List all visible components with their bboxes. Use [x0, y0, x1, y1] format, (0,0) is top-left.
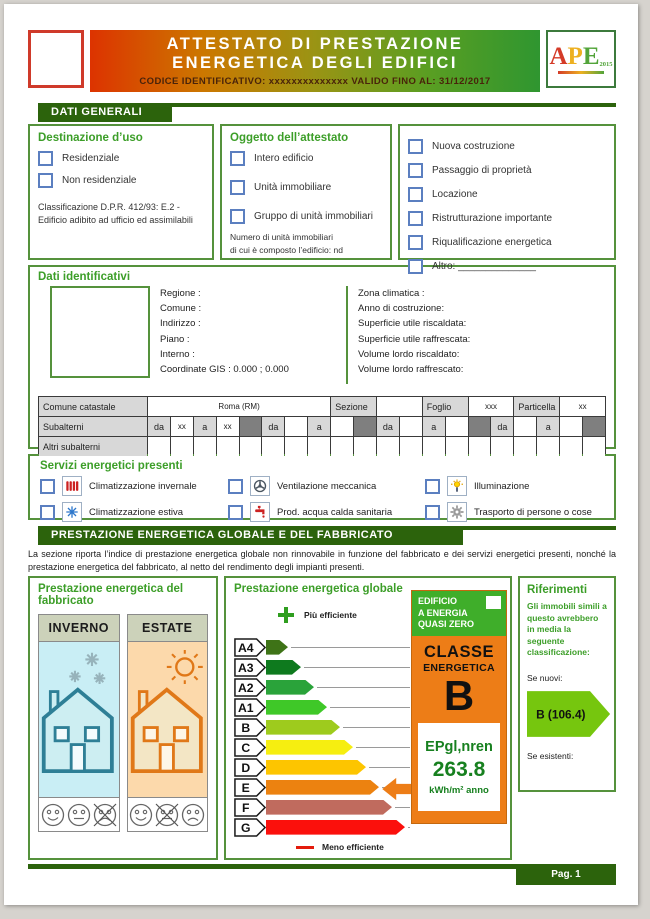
- svg-text:F: F: [242, 800, 250, 815]
- section-title: PRESTAZIONE ENERGETICA GLOBALE E DEL FABBRICATO: [38, 526, 463, 545]
- option-label: Locazione: [432, 189, 478, 200]
- service-label: Illuminazione: [473, 480, 530, 492]
- fields-column-1: [160, 286, 346, 386]
- energy-class-row-b: [234, 717, 410, 737]
- checkbox-unita-immobiliare[interactable]: [230, 180, 245, 195]
- field-label: Regione :: [160, 288, 201, 299]
- plus-icon: [276, 605, 296, 625]
- class-bar: [266, 780, 379, 795]
- catasto-cell-empty: [354, 437, 376, 456]
- energy-class-row-a1: [234, 697, 410, 717]
- field-label: Piano :: [160, 333, 190, 345]
- catasto-cell: a: [308, 417, 330, 436]
- cadastral-table: [38, 396, 606, 457]
- catasto-cell-empty: [514, 437, 536, 456]
- header: [28, 30, 616, 92]
- option-label: Ristrutturazione importante: [432, 213, 553, 224]
- catasto-cell-empty: [194, 437, 216, 456]
- section-rule: [172, 103, 616, 107]
- catasto-cell-empty: [423, 437, 445, 456]
- ep-value: 263.8: [432, 757, 486, 781]
- ape-logo: [546, 30, 616, 88]
- checkbox-intero-edificio[interactable]: [230, 151, 245, 166]
- svg-text:B: B: [241, 720, 251, 735]
- checkbox-nuova-costruzione[interactable]: [408, 139, 423, 154]
- catasto-cell: Sezione: [331, 397, 376, 416]
- catasto-cell-empty: [469, 417, 491, 436]
- title-banner: [90, 30, 540, 92]
- face-sad-icon: [180, 802, 206, 828]
- building-photo-placeholder: [50, 286, 150, 378]
- energy-class-box: [411, 590, 507, 824]
- ape-certificate-page: [4, 4, 638, 905]
- catasto-cell-empty: [469, 437, 491, 456]
- class-tag-icon: [234, 718, 266, 737]
- global-performance-panel: [224, 576, 512, 860]
- service-item: [40, 476, 228, 496]
- service-label: Prod. acqua calda sanitaria: [276, 506, 393, 518]
- class-guide-line: [291, 647, 410, 648]
- option-label: Passaggio di proprietà: [432, 165, 532, 176]
- catasto-cell-empty: [400, 437, 422, 456]
- catasto-cell: a: [423, 417, 445, 436]
- checkbox-non-residenziale[interactable]: [38, 173, 53, 188]
- service-label: Climatizzazione estiva: [89, 506, 183, 518]
- box-title: Oggetto dell’attestato: [230, 132, 349, 144]
- oggetto-box: [220, 124, 392, 260]
- checkbox-trasporto[interactable]: [425, 505, 440, 520]
- class-tag-icon: [234, 758, 266, 777]
- panel-title: Prestazione energetica globale: [234, 583, 403, 596]
- catasto-cell-empty: [400, 417, 422, 436]
- catasto-cell: Particella: [514, 397, 559, 416]
- fields-column-2: [348, 286, 606, 386]
- checkbox-ventilazione-meccanica[interactable]: [228, 479, 243, 494]
- riferimenti-text: Gli immobili simili a questo avrebbero in media la seguente classificazione:: [527, 601, 607, 657]
- section-title: DATI GENERALI: [38, 103, 172, 122]
- box-title: Servizi energetici presenti: [40, 460, 183, 472]
- energy-class-value: B: [443, 672, 475, 720]
- fabbricato-panel: [28, 576, 218, 860]
- checkbox-residenziale[interactable]: [38, 151, 53, 166]
- catasto-cell: Foglio: [423, 397, 468, 416]
- box-title: Dati identificativi: [38, 271, 131, 283]
- checkbox-acqua-calda[interactable]: [228, 505, 243, 520]
- catasto-cell-empty: [217, 437, 239, 456]
- service-item: [425, 502, 604, 522]
- field-label: Volume lordo riscaldato:: [358, 348, 460, 360]
- field-label: Coordinate GIS : 0.000 ; 0.000: [160, 363, 289, 375]
- catasto-cell-empty: [240, 437, 262, 456]
- section-dati-generali: [28, 103, 616, 122]
- class-tag-icon: [234, 818, 266, 837]
- lamp-icon: [447, 476, 467, 496]
- dati-identificativi-box: [28, 265, 616, 452]
- destinazione-box: [28, 124, 214, 260]
- checkbox-gruppo-unita[interactable]: [230, 209, 245, 224]
- svg-text:A3: A3: [237, 660, 254, 675]
- field-label: Zona climatica :: [358, 288, 425, 299]
- catasto-cell-empty: [514, 417, 536, 436]
- class-tag-icon: [234, 778, 266, 797]
- ep-value-box: [418, 723, 500, 811]
- checkbox-climatizzazione-invernale[interactable]: [40, 479, 55, 494]
- summer-house-icon: [128, 642, 208, 797]
- services-grid: [40, 476, 604, 522]
- energy-class-row-d: [234, 757, 410, 777]
- catasto-cell: Roma (RM): [148, 397, 330, 416]
- face-neutral-crossed-icon: [154, 802, 180, 828]
- general-data-row: [28, 124, 616, 272]
- energy-class-row-a4: [234, 637, 410, 657]
- catasto-cell: da: [377, 417, 399, 436]
- checkbox-illuminazione[interactable]: [425, 479, 440, 494]
- svg-text:A2: A2: [237, 680, 254, 695]
- ape-logo-year: 2015: [599, 61, 613, 68]
- class-bar: [266, 760, 366, 775]
- catasto-cell: da: [148, 417, 170, 436]
- catasto-cell: da: [262, 417, 284, 436]
- section-intro-text: La sezione riporta l’indice di prestazione energetica globale non rinnovabile in funzione del fabbricato e dei servizi energetici presenti, nonché la prestazione energetica del fabbricato, al netto del rendimento degli impianti presenti.: [28, 549, 616, 573]
- faucet-icon: [250, 502, 270, 522]
- class-guide-line: [343, 727, 410, 728]
- page-title-line1: ATTESTATO DI PRESTAZIONE: [166, 35, 464, 53]
- catasto-cell: a: [194, 417, 216, 436]
- certificate-code: CODICE IDENTIFICATIVO: xxxxxxxxxxxxxx VALIDO FINO AL: 31/12/2017: [139, 75, 491, 87]
- nzeb-header: EDIFICIO A ENERGIA QUASI ZERO: [412, 591, 506, 636]
- ep-unit: kWh/m² anno: [429, 784, 489, 796]
- performance-panels: [28, 576, 616, 860]
- checkbox-ristrutturazione[interactable]: [408, 211, 423, 226]
- energy-class-row-c: [234, 737, 410, 757]
- field-label: Superficie utile raffrescata:: [358, 333, 471, 345]
- catasto-cell: xxx: [469, 397, 514, 416]
- catasto-cell-empty: [560, 417, 582, 436]
- face-happy-icon: [40, 802, 66, 828]
- catasto-cell-empty: [583, 437, 605, 456]
- class-bar: [266, 640, 288, 655]
- identification-fields: [38, 286, 606, 386]
- classe-energetica: [412, 643, 506, 720]
- minus-icon: [296, 846, 314, 849]
- page-number: Pag. 1: [516, 864, 616, 885]
- more-efficient-label: Più efficiente: [304, 610, 357, 621]
- service-label: Trasporto di persone o cose: [473, 506, 592, 518]
- snowflake-icon: [62, 502, 82, 522]
- catasto-cell-empty: [446, 417, 468, 436]
- option-label: Residenziale: [62, 153, 120, 164]
- option-label: Non residenziale: [62, 175, 137, 186]
- stamp-box: [28, 30, 84, 88]
- class-bar: [266, 660, 301, 675]
- catasto-cell: da: [491, 417, 513, 436]
- catasto-cell-empty: [446, 437, 468, 456]
- field-label: Volume lordo raffrescato:: [358, 363, 464, 375]
- catasto-cell: xx: [560, 397, 605, 416]
- svg-text:E: E: [241, 780, 250, 795]
- class-guide-line: [395, 807, 410, 808]
- classificazione-text: Classificazione D.P.R. 412/93: E.2 - Edificio adibito ad ufficio ed assimilabili: [38, 202, 193, 225]
- service-label: Ventilazione meccanica: [276, 480, 377, 492]
- season-header: ESTATE: [128, 615, 208, 642]
- catasto-cell: xx: [171, 417, 193, 436]
- class-bar: [266, 720, 340, 735]
- section-rule: [463, 526, 616, 530]
- catasto-cell-empty: [171, 437, 193, 456]
- catasto-cell-empty: [331, 437, 353, 456]
- catasto-cell: Altri subalterni: [39, 437, 147, 456]
- class-bar: [266, 740, 353, 755]
- field-label: Superficie utile riscaldata:: [358, 318, 467, 330]
- checkbox-locazione[interactable]: [408, 187, 423, 202]
- classe-label-line2: ENERGETICA: [423, 662, 495, 675]
- gear-icon: [447, 502, 467, 522]
- winter-comfort-faces: [39, 797, 119, 831]
- radiator-icon: [62, 476, 82, 496]
- motivazione-box: [398, 124, 616, 272]
- panel-title: Prestazione energetica del fabbricato: [38, 583, 184, 608]
- service-item: [228, 502, 425, 522]
- energy-class-row-a3: [234, 657, 410, 677]
- se-nuovi-label: Se nuovi:: [527, 673, 563, 684]
- se-esistenti-label: Se esistenti:: [527, 751, 574, 762]
- class-bar: [266, 820, 405, 835]
- svg-text:C: C: [241, 740, 251, 755]
- svg-text:G: G: [241, 820, 251, 835]
- numero-unita-text: Numero di unità immobiliari di cui è composto l’edificio: nd: [230, 232, 343, 255]
- class-tag-icon: [234, 658, 266, 677]
- svg-text:A1: A1: [237, 700, 254, 715]
- catasto-cell-empty: [308, 437, 330, 456]
- catasto-cell: Comune catastale: [39, 397, 147, 416]
- service-label: Climatizzazione invernale: [89, 480, 197, 492]
- energy-class-row-g: [234, 817, 410, 837]
- catasto-cell-empty: [285, 437, 307, 456]
- checkbox-riqualificazione[interactable]: [408, 235, 423, 250]
- ep-label: EPgl,nren: [425, 738, 493, 755]
- ape-logo-underline: [558, 71, 604, 74]
- field-label: Anno di costruzione:: [358, 303, 445, 315]
- svg-text:A4: A4: [237, 640, 254, 655]
- option-label: Intero edificio: [254, 153, 314, 164]
- class-tag-icon: [234, 738, 266, 757]
- field-label: Indirizzo :: [160, 318, 201, 330]
- catasto-cell: Subalterni: [39, 417, 147, 436]
- checkbox-nzeb[interactable]: [486, 596, 501, 609]
- catasto-cell-empty: [377, 437, 399, 456]
- catasto-cell-empty: [240, 417, 262, 436]
- option-label: Gruppo di unità immobiliari: [254, 211, 373, 222]
- catasto-cell: xx: [217, 417, 239, 436]
- catasto-cell-empty: [377, 397, 422, 416]
- riferimenti-panel: [518, 576, 616, 792]
- class-tag-icon: [234, 798, 266, 817]
- seasons: [38, 614, 208, 832]
- service-item: [425, 476, 604, 496]
- class-guide-line: [330, 707, 410, 708]
- footer: [28, 864, 616, 886]
- energy-class-scale: [234, 637, 410, 837]
- reference-class-value: B (106.4): [536, 708, 586, 723]
- face-happy-icon: [128, 802, 154, 828]
- svg-text:D: D: [241, 760, 251, 775]
- class-guide-line: [356, 747, 410, 748]
- catasto-cell-empty: [560, 437, 582, 456]
- classe-label-line1: CLASSE: [424, 643, 494, 662]
- catasto-cell-empty: [262, 437, 284, 456]
- page-title-line2: ENERGETICA DEGLI EDIFICI: [172, 54, 458, 73]
- option-label: Altro: ______________: [432, 261, 536, 272]
- class-guide-line: [369, 767, 410, 768]
- option-label: Unità immobiliare: [254, 182, 332, 193]
- reference-class-arrow: [527, 689, 611, 739]
- season-header: INVERNO: [39, 615, 119, 642]
- ape-logo-text: APE2015: [549, 43, 613, 70]
- checkbox-climatizzazione-estiva[interactable]: [40, 505, 55, 520]
- class-tag-icon: [234, 698, 266, 717]
- field-label: Comune :: [160, 303, 202, 315]
- section-prestazione-globale: [28, 526, 616, 545]
- catasto-cell-empty: [583, 417, 605, 436]
- field-label: Interno :: [160, 348, 195, 360]
- catasto-cell-empty: [285, 417, 307, 436]
- class-bar: [266, 700, 327, 715]
- panel-title: Riferimenti: [527, 584, 588, 597]
- less-efficient-legend: [296, 842, 502, 852]
- option-label: Riqualificazione energetica: [432, 237, 552, 248]
- class-guide-line: [304, 667, 410, 668]
- checkbox-altro[interactable]: [408, 259, 423, 274]
- season-inverno: [38, 614, 120, 832]
- class-guide-line: [408, 827, 410, 828]
- fan-icon: [250, 476, 270, 496]
- class-tag-icon: [234, 678, 266, 697]
- catasto-cell-empty: [537, 437, 559, 456]
- class-guide-line: [317, 687, 410, 688]
- face-neutral-icon: [66, 802, 92, 828]
- energy-class-row-a2: [234, 677, 410, 697]
- face-sad-crossed-icon: [92, 802, 118, 828]
- service-item: [228, 476, 425, 496]
- class-bar: [266, 680, 314, 695]
- servizi-box: [28, 454, 616, 520]
- catasto-cell: a: [537, 417, 559, 436]
- catasto-cell-empty: [331, 417, 353, 436]
- season-estate: [127, 614, 209, 832]
- summer-comfort-faces: [128, 797, 208, 831]
- catasto-cell-empty: [354, 417, 376, 436]
- less-efficient-label: Meno efficiente: [322, 842, 384, 853]
- winter-house-icon: [39, 642, 119, 797]
- class-bar: [266, 800, 392, 815]
- service-item: [40, 502, 228, 522]
- catasto-cell-empty: [491, 437, 513, 456]
- option-label: Nuova costruzione: [432, 141, 515, 152]
- checkbox-passaggio-proprieta[interactable]: [408, 163, 423, 178]
- box-title: Destinazione d’uso: [38, 132, 143, 144]
- catasto-cell-empty: [148, 437, 170, 456]
- class-tag-icon: [234, 638, 266, 657]
